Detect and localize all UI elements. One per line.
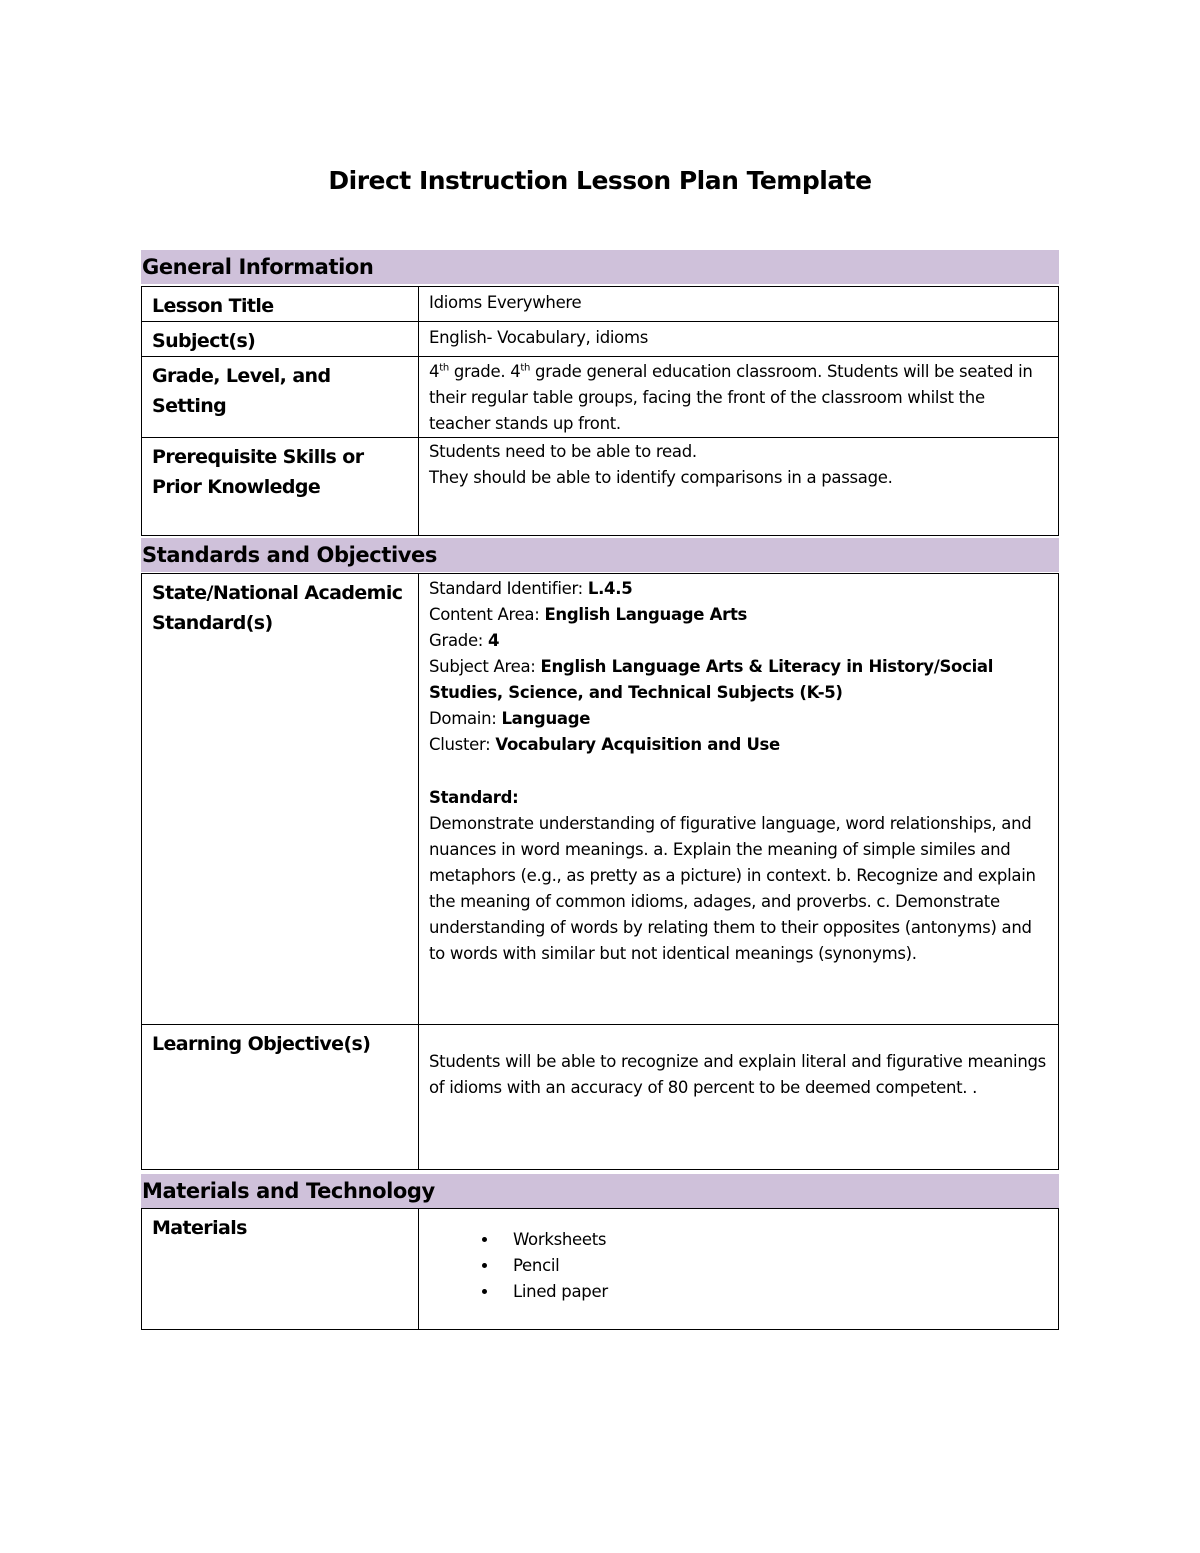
identifier-line <box>429 576 1048 602</box>
subject-area-value: English Language Arts & Literacy in History/Social Studies, Science, and Technical Subjects (K-5) <box>429 657 994 702</box>
standards-table <box>141 573 1059 1170</box>
list-item: • Lined paper <box>499 1279 1048 1305</box>
grade-text: grade general education classroom. Students will be seated in their regular table groups, facing the front of the classroom whilst the teacher stands up front. <box>429 362 1033 433</box>
learning-objective-label: Learning Objective(s) <box>142 1025 419 1170</box>
prerequisite-label: Prerequisite Skills or Prior Knowledge <box>142 438 419 536</box>
cluster-label: Cluster: <box>429 735 496 754</box>
grade-line <box>429 628 1048 654</box>
materials-table <box>141 1208 1059 1330</box>
standard-heading: Standard: <box>429 788 519 807</box>
table-row <box>142 287 1059 322</box>
list-item: • Worksheets <box>499 1227 1048 1253</box>
grade-text: 4 <box>429 362 440 381</box>
table-row <box>142 574 1059 1025</box>
grade-setting-label: Grade, Level, and Setting <box>142 357 419 438</box>
table-row <box>142 357 1059 438</box>
content-area-label: Content Area: <box>429 605 545 624</box>
spacer <box>429 758 1048 785</box>
grade-value: 4 <box>488 631 500 650</box>
materials-list <box>429 1227 1048 1305</box>
domain-value: Language <box>501 709 591 728</box>
domain-label: Domain: <box>429 709 502 728</box>
subject-area-line <box>429 654 1048 706</box>
subject-area-label: Subject Area: <box>429 657 541 676</box>
section-header-materials: Materials and Technology <box>141 1174 1059 1208</box>
general-info-table <box>141 286 1059 536</box>
prerequisite-line: Students need to be able to read. <box>429 442 697 461</box>
prerequisite-line: They should be able to identify comparisons in a passage. <box>429 468 893 487</box>
table-row <box>142 1209 1059 1330</box>
cluster-line <box>429 732 1048 758</box>
materials-label: Materials <box>142 1209 419 1330</box>
table-row <box>142 1025 1059 1170</box>
lesson-title-label: Lesson Title <box>142 287 419 322</box>
subject-value: English- Vocabulary, idioms <box>419 322 1059 357</box>
cluster-value: Vocabulary Acquisition and Use <box>495 735 780 754</box>
identifier-label: Standard Identifier: <box>429 579 588 598</box>
grade-ordinal: th <box>439 362 449 374</box>
standard-text: Demonstrate understanding of figurative language, word relationships, and nuances in word meanings. a. Explain the meaning of simple similes and metaphors (e.g., as pretty as a picture) in context. b. Recognize and explain the meaning of common idioms, adages, and proverbs. c. Demonstrate understanding of words by relating them to their opposites (antonyms) and to words with similar but not identical meanings (synonyms). <box>429 814 1036 963</box>
content-area-value: English Language Arts <box>544 605 748 624</box>
content-area-line <box>429 602 1048 628</box>
grade-text: grade. 4 <box>448 362 521 381</box>
section-header-standards: Standards and Objectives <box>141 538 1059 572</box>
academic-standard-label: State/National Academic Standard(s) <box>142 574 419 1025</box>
materials-value <box>419 1209 1059 1330</box>
grade-label: Grade: <box>429 631 489 650</box>
domain-line <box>429 706 1048 732</box>
subject-label: Subject(s) <box>142 322 419 357</box>
academic-standard-value <box>419 574 1059 1025</box>
table-row <box>142 438 1059 536</box>
grade-ordinal: th <box>520 362 531 374</box>
document-title: Direct Instruction Lesson Plan Template <box>328 166 872 195</box>
identifier-value: L.4.5 <box>587 579 633 598</box>
list-item: • Pencil <box>499 1253 1048 1279</box>
section-header-general: General Information <box>141 250 1059 284</box>
prerequisite-value <box>419 438 1059 536</box>
lesson-title-value: Idioms Everywhere <box>419 287 1059 322</box>
table-row <box>142 322 1059 357</box>
learning-objective-value: Students will be able to recognize and explain literal and figurative meanings of idioms with an accuracy of 80 percent to be deemed competent. . <box>419 1025 1059 1170</box>
grade-setting-value <box>419 357 1059 438</box>
